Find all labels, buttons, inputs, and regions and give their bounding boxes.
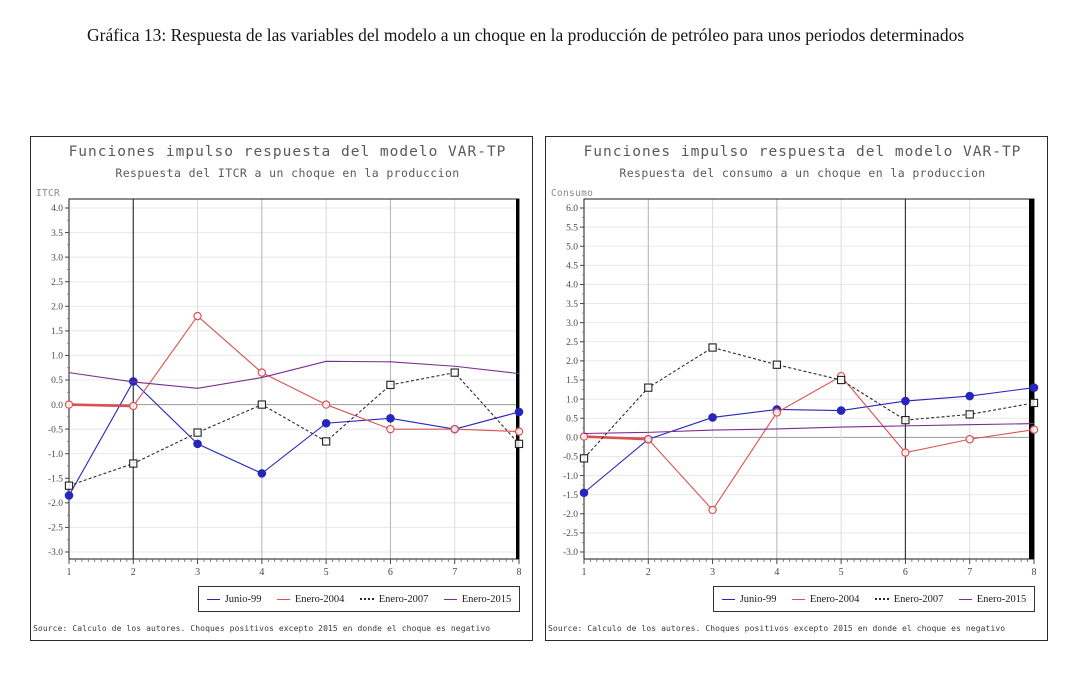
legend-label: Junio-99 bbox=[739, 593, 777, 605]
svg-text:3.0: 3.0 bbox=[566, 318, 578, 329]
svg-text:3: 3 bbox=[195, 567, 201, 578]
svg-text:2: 2 bbox=[130, 567, 136, 578]
source-note: Source: Calculo de los autores. Choques positivos excepto 2015 en donde el choque es negativo bbox=[548, 624, 1006, 633]
svg-text:1.5: 1.5 bbox=[566, 376, 578, 387]
legend-line-sample-icon bbox=[444, 599, 457, 600]
svg-text:6: 6 bbox=[902, 567, 908, 578]
legend bbox=[713, 586, 1035, 612]
legend-item bbox=[360, 594, 429, 605]
legend-label: Enero-2007 bbox=[893, 593, 944, 605]
svg-text:8: 8 bbox=[1031, 567, 1037, 578]
legend-item bbox=[207, 594, 262, 605]
y-axis-label: Consumo bbox=[551, 188, 594, 199]
impulse-response-plot-itcr bbox=[31, 137, 534, 582]
source-note: Source: Calculo de los autores. Choques positivos excepto 2015 en donde el choque es negativo bbox=[33, 624, 491, 633]
svg-text:0.5: 0.5 bbox=[51, 376, 63, 387]
legend-label: Enero-2004 bbox=[809, 593, 860, 605]
svg-text:-2.5: -2.5 bbox=[562, 529, 578, 540]
legend-label: Enero-2015 bbox=[976, 593, 1027, 605]
legend-line-sample-icon bbox=[207, 599, 220, 600]
svg-text:7: 7 bbox=[452, 567, 458, 578]
svg-text:5: 5 bbox=[323, 567, 329, 578]
impulse-response-plot-consumo bbox=[546, 137, 1049, 582]
svg-text:3.5: 3.5 bbox=[51, 228, 63, 239]
y-axis-label: ITCR bbox=[36, 188, 61, 199]
svg-text:1.0: 1.0 bbox=[566, 395, 578, 406]
svg-text:-1.0: -1.0 bbox=[562, 471, 578, 482]
legend-label: Enero-2007 bbox=[378, 593, 429, 605]
chart-panel-consumo bbox=[545, 136, 1048, 641]
svg-text:2.5: 2.5 bbox=[566, 337, 578, 348]
chart-title: Funciones impulso respuesta del modelo VAR-TP bbox=[68, 144, 507, 160]
svg-text:-2.0: -2.0 bbox=[47, 499, 63, 510]
svg-text:4.0: 4.0 bbox=[566, 280, 578, 291]
svg-text:4.5: 4.5 bbox=[566, 261, 578, 272]
svg-text:-1.0: -1.0 bbox=[47, 449, 63, 460]
svg-text:4: 4 bbox=[774, 567, 780, 578]
svg-text:4: 4 bbox=[259, 567, 265, 578]
legend-label: Junio-99 bbox=[224, 593, 262, 605]
svg-text:5: 5 bbox=[838, 567, 844, 578]
svg-text:-2.0: -2.0 bbox=[562, 509, 578, 520]
svg-text:3.0: 3.0 bbox=[51, 253, 63, 264]
legend bbox=[198, 586, 520, 612]
svg-text:5.5: 5.5 bbox=[566, 223, 578, 234]
svg-text:8: 8 bbox=[516, 567, 522, 578]
legend-line-sample-icon bbox=[277, 599, 290, 600]
legend-item bbox=[875, 594, 944, 605]
svg-text:2.0: 2.0 bbox=[566, 357, 578, 368]
svg-text:-3.0: -3.0 bbox=[47, 548, 63, 559]
svg-text:-3.0: -3.0 bbox=[562, 548, 578, 559]
svg-text:0.0: 0.0 bbox=[51, 400, 63, 411]
svg-text:2: 2 bbox=[645, 567, 651, 578]
svg-text:0.0: 0.0 bbox=[566, 433, 578, 444]
legend-item bbox=[277, 594, 345, 605]
svg-text:0.5: 0.5 bbox=[566, 414, 578, 425]
svg-text:-2.5: -2.5 bbox=[47, 523, 63, 534]
svg-text:1.5: 1.5 bbox=[51, 327, 63, 338]
svg-text:1: 1 bbox=[66, 567, 72, 578]
svg-text:6.0: 6.0 bbox=[566, 204, 578, 215]
svg-text:-0.5: -0.5 bbox=[562, 452, 578, 463]
legend-line-sample-icon bbox=[792, 599, 805, 600]
legend-label: Enero-2004 bbox=[294, 593, 345, 605]
svg-text:2.0: 2.0 bbox=[51, 302, 63, 313]
svg-text:-1.5: -1.5 bbox=[47, 474, 63, 485]
legend-label: Enero-2015 bbox=[461, 593, 512, 605]
svg-text:1: 1 bbox=[581, 567, 587, 578]
legend-item bbox=[959, 594, 1027, 605]
legend-line-sample-icon bbox=[722, 599, 735, 600]
document-title: Gráfica 13: Respuesta de las variables del modelo a un choque en la producción de petróleo para unos periodos determinados bbox=[87, 25, 965, 45]
svg-text:6: 6 bbox=[387, 567, 393, 578]
svg-text:3.5: 3.5 bbox=[566, 299, 578, 310]
legend-dotted-line-sample-icon bbox=[360, 598, 374, 600]
legend-item bbox=[444, 594, 512, 605]
svg-text:5.0: 5.0 bbox=[566, 242, 578, 253]
svg-text:1.0: 1.0 bbox=[51, 351, 63, 362]
svg-text:-1.5: -1.5 bbox=[562, 490, 578, 501]
legend-dotted-line-sample-icon bbox=[875, 598, 889, 600]
legend-line-sample-icon bbox=[959, 599, 972, 600]
chart-subtitle: Respuesta del consumo a un choque en la produccion bbox=[619, 166, 986, 180]
legend-item bbox=[722, 594, 777, 605]
chart-subtitle: Respuesta del ITCR a un choque en la produccion bbox=[115, 166, 460, 180]
legend-item bbox=[792, 594, 860, 605]
svg-text:3: 3 bbox=[710, 567, 716, 578]
svg-text:7: 7 bbox=[967, 567, 973, 578]
chart-title: Funciones impulso respuesta del modelo VAR-TP bbox=[583, 144, 1022, 160]
svg-text:2.5: 2.5 bbox=[51, 277, 63, 288]
svg-text:4.0: 4.0 bbox=[51, 204, 63, 215]
chart-panel-itcr bbox=[30, 136, 533, 641]
svg-text:-0.5: -0.5 bbox=[47, 425, 63, 436]
